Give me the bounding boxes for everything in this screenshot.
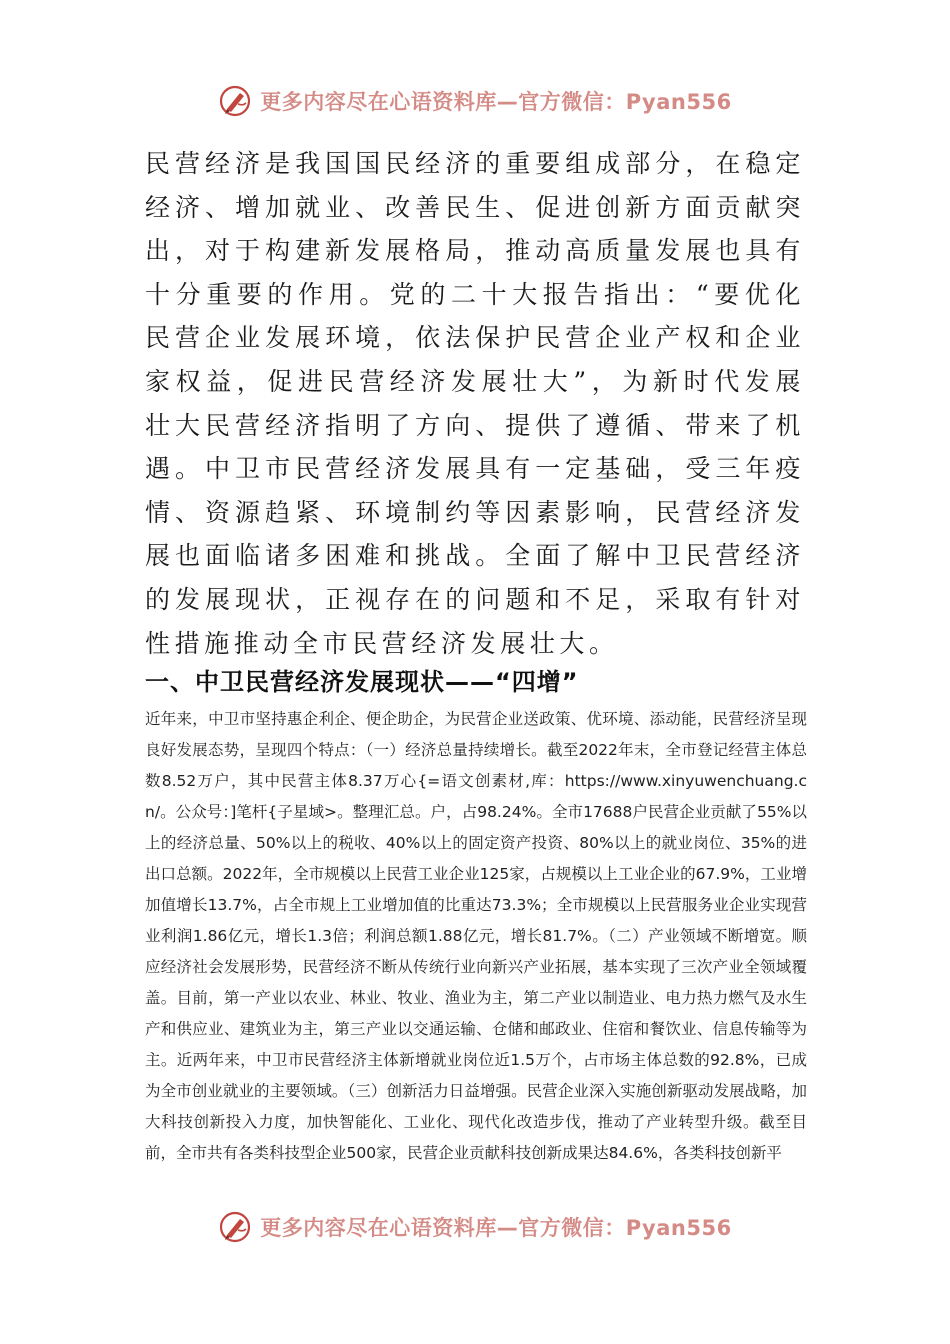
watermark-banner-top xyxy=(0,76,950,126)
pen-logo-icon xyxy=(218,84,252,118)
section-heading: 一、中卫民营经济发展现状——“四增” xyxy=(145,668,579,696)
body-paragraph: 近年来，中卫市坚持惠企利企、便企助企，为民营企业送政策、优环境、添动能，民营经济呈现良好发展态势，呈现四个特点：（一）经济总量持续增长。截至2022年末，全市登记经营主体总数8.52万户，其中民营主体8.37万心{=语文创素材,库：https://www.xinyuwenchuang.cn/。公众号：]笔杆{子星域>。整理汇总。户，占98.24%。全市17688户民营企业贡献了55%以上的经济总量、50%以上的税收、40%以上的固定资产投资、80%以上的就业岗位、35%的进出口总额。2022年，全市规模以上民营工业企业125家，占规模以上工业企业的67.9%，工业增加值增长13.7%，占全市规上工业增加值的比重达73.3%；全市规模以上民营服务业企业实现营业利润1.86亿元，增长1.3倍；利润总额1.88亿元，增长81.7%。（二）产业领域不断增宽。顺应经济社会发展形势，民营经济不断从传统行业向新兴产业拓展，基本实现了三次产业全领域覆盖。目前，第一产业以农业、林业、牧业、渔业为主，第二产业以制造业、电力热力燃气及水生产和供应业、建筑业为主，第三产业以交通运输、仓储和邮政业、住宿和餐饮业、信息传输等为主。近两年来，中卫市民营经济主体新增就业岗位近1.5万个，占市场主体总数的92.8%，已成为全市创业就业的主要领域。（三）创新活力日益增强。民营企业深入实施创新驱动发展战略，加大科技创新投入力度，加快智能化、工业化、现代化改造步伐，推动了产业转型升级。截至目前，全市共有各类科技型企业500家，民营企业贡献科技创新成果达84.6%，各类科技创新平 xyxy=(145,710,807,1162)
watermark-text: 更多内容尽在心语资料库—官方微信：Pyan556 xyxy=(260,90,732,114)
watermark-banner-bottom xyxy=(0,1202,950,1252)
pen-logo-icon xyxy=(218,1210,252,1244)
lead-paragraph: 民营经济是我国国民经济的重要组成部分，在稳定经济、增加就业、改善民生、促进创新方面贡献突出，对于构建新发展格局，推动高质量发展也具有十分重要的作用。党的二十大报告指出：“要优化民营企业发展环境，依法保护民营企业产权和企业家权益，促进民营经济发展壮大”，为新时代发展壮大民营经济指明了方向、提供了遵循、带来了机遇。中卫市民营经济发展具有一定基础，受三年疫情、资源趋紧、环境制约等因素影响，民营经济发展也面临诸多困难和挑战。全面了解中卫民营经济的发展现状，正视存在的问题和不足，采取有针对性措施推动全市民营经济发展壮大。 xyxy=(145,149,805,658)
watermark-text: 更多内容尽在心语资料库—官方微信：Pyan556 xyxy=(260,1216,732,1240)
